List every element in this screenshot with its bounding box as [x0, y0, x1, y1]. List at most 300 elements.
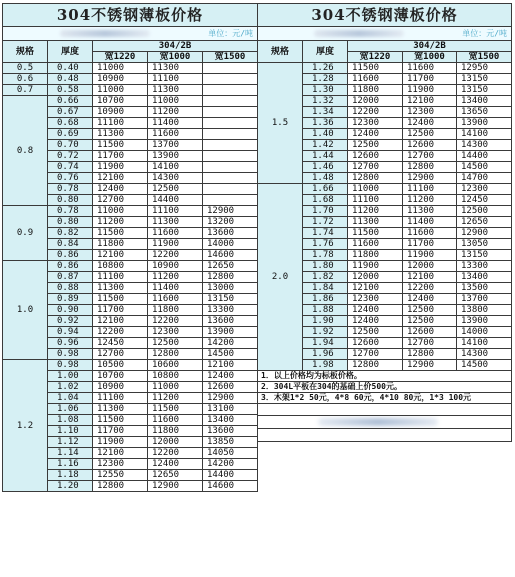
thickness-cell: 0.80 — [48, 195, 93, 206]
note-text: 1．以上价格均为标板价格。 — [258, 371, 512, 382]
price-cell: 14400 — [457, 151, 512, 162]
grade-header: 304/2B — [93, 41, 258, 52]
price-cell: 12700 — [348, 349, 403, 360]
price-cell: 12600 — [403, 327, 457, 338]
spec-cell: 0.7 — [3, 85, 48, 96]
thickness-cell: 1.14 — [48, 448, 93, 459]
price-cell: 12600 — [203, 382, 258, 393]
thickness-cell: 1.74 — [303, 228, 348, 239]
price-cell: 11900 — [93, 162, 148, 173]
thickness-cell: 1.44 — [303, 151, 348, 162]
thickness-cell: 1.08 — [48, 415, 93, 426]
price-cell: 11300 — [148, 63, 203, 74]
thickness-cell: 0.80 — [48, 217, 93, 228]
price-cell: 13150 — [457, 250, 512, 261]
price-cell: 12500 — [403, 129, 457, 140]
thickness-cell: 0.94 — [48, 327, 93, 338]
price-cell — [203, 74, 258, 85]
thickness-cell: 0.98 — [48, 349, 93, 360]
price-cell: 12800 — [403, 162, 457, 173]
thickness-cell: 0.87 — [48, 272, 93, 283]
table-row — [3, 63, 258, 74]
price-cell: 13850 — [203, 437, 258, 448]
price-cell: 13400 — [457, 96, 512, 107]
width-header-1500: 宽1500 — [457, 52, 512, 63]
price-cell: 12400 — [93, 184, 148, 195]
redacted-blur — [314, 30, 404, 37]
table-title: 304不锈钢薄板价格 — [3, 4, 258, 27]
thickness-cell: 0.98 — [48, 360, 93, 371]
width-header-1000: 宽1000 — [148, 52, 203, 63]
price-cell: 11700 — [93, 426, 148, 437]
thickness-cell: 1.66 — [303, 184, 348, 195]
price-cell: 11100 — [93, 272, 148, 283]
price-cell: 12700 — [403, 151, 457, 162]
price-cell: 11600 — [148, 294, 203, 305]
price-cell: 11500 — [93, 140, 148, 151]
price-cell: 12500 — [457, 206, 512, 217]
price-cell: 11600 — [148, 415, 203, 426]
redacted-row — [258, 429, 512, 442]
price-cell: 13200 — [203, 217, 258, 228]
table-row — [258, 184, 512, 195]
thickness-cell: 1.86 — [303, 294, 348, 305]
price-cell: 14300 — [148, 173, 203, 184]
price-cell: 12200 — [148, 448, 203, 459]
price-cell — [203, 107, 258, 118]
price-cell — [203, 140, 258, 151]
thickness-cell: 1.70 — [303, 206, 348, 217]
thickness-cell: 1.02 — [48, 382, 93, 393]
thickness-cell: 1.04 — [48, 393, 93, 404]
price-cell: 11100 — [148, 74, 203, 85]
price-cell: 12700 — [93, 349, 148, 360]
thickness-cell: 1.42 — [303, 140, 348, 151]
table-row — [3, 360, 258, 371]
price-cell: 13900 — [203, 327, 258, 338]
thickness-cell: 0.74 — [48, 162, 93, 173]
price-cell: 12500 — [348, 140, 403, 151]
price-cell: 11600 — [403, 228, 457, 239]
price-cell: 11300 — [348, 217, 403, 228]
redacted-row — [258, 404, 512, 416]
price-cell: 13900 — [457, 316, 512, 327]
price-cell: 11800 — [348, 85, 403, 96]
price-cell: 13500 — [457, 283, 512, 294]
price-cell: 14050 — [203, 448, 258, 459]
price-cell: 12100 — [203, 360, 258, 371]
price-cell — [203, 151, 258, 162]
price-cell: 11900 — [348, 261, 403, 272]
price-cell: 13800 — [457, 305, 512, 316]
price-cell: 11300 — [403, 206, 457, 217]
thickness-cell: 1.26 — [303, 63, 348, 74]
thickness-cell: 0.84 — [48, 239, 93, 250]
thickness-cell: 0.82 — [48, 228, 93, 239]
price-cell: 13150 — [457, 85, 512, 96]
price-cell: 11800 — [348, 250, 403, 261]
price-cell: 12100 — [348, 283, 403, 294]
table-row — [3, 74, 258, 85]
price-cell: 10600 — [148, 360, 203, 371]
price-cell: 11100 — [93, 393, 148, 404]
price-cell: 11700 — [403, 239, 457, 250]
price-cell: 13400 — [457, 272, 512, 283]
thickness-cell: 1.96 — [303, 349, 348, 360]
price-cell: 11600 — [348, 74, 403, 85]
price-cell: 12450 — [457, 195, 512, 206]
price-cell: 12800 — [93, 481, 148, 492]
price-cell: 12650 — [457, 217, 512, 228]
price-cell: 14100 — [148, 162, 203, 173]
price-cell: 14600 — [203, 250, 258, 261]
note-row — [258, 393, 512, 404]
price-cell: 12500 — [403, 316, 457, 327]
price-cell: 12950 — [457, 63, 512, 74]
price-cell: 12900 — [203, 206, 258, 217]
width-header-1220: 宽1220 — [348, 52, 403, 63]
thickness-cell: 1.12 — [48, 437, 93, 448]
redacted-blur — [60, 30, 150, 37]
price-cell: 11800 — [93, 239, 148, 250]
price-cell: 10500 — [93, 360, 148, 371]
price-cell: 13100 — [203, 404, 258, 415]
price-cell: 12600 — [403, 140, 457, 151]
price-cell — [203, 195, 258, 206]
price-cell: 12000 — [403, 261, 457, 272]
redacted-cell — [258, 416, 512, 429]
table-row — [3, 96, 258, 107]
redacted-blur — [318, 418, 438, 426]
price-cell: 13600 — [203, 316, 258, 327]
price-cell: 12500 — [403, 305, 457, 316]
price-cell: 12700 — [93, 195, 148, 206]
price-cell: 12100 — [93, 250, 148, 261]
price-cell: 12800 — [203, 272, 258, 283]
price-cell: 12650 — [148, 470, 203, 481]
price-cell: 13400 — [203, 415, 258, 426]
thickness-cell: 0.96 — [48, 338, 93, 349]
price-cell: 11400 — [403, 217, 457, 228]
price-cell: 12700 — [348, 162, 403, 173]
price-cell: 11100 — [403, 184, 457, 195]
price-cell: 11700 — [403, 74, 457, 85]
price-cell: 12200 — [348, 107, 403, 118]
price-cell: 12400 — [348, 316, 403, 327]
width-header-1220: 宽1220 — [93, 52, 148, 63]
price-cell: 13700 — [148, 140, 203, 151]
price-cell: 14700 — [457, 173, 512, 184]
thickness-cell: 0.88 — [48, 283, 93, 294]
thickness-cell: 1.18 — [48, 470, 93, 481]
price-cell: 13000 — [203, 283, 258, 294]
price-cell: 11100 — [93, 118, 148, 129]
price-sheet — [2, 3, 511, 575]
thickness-cell: 0.40 — [48, 63, 93, 74]
price-cell: 13650 — [457, 107, 512, 118]
price-cell: 12100 — [93, 173, 148, 184]
price-cell: 14200 — [203, 338, 258, 349]
price-cell: 14100 — [457, 338, 512, 349]
price-cell: 12650 — [203, 261, 258, 272]
right-table — [257, 3, 512, 442]
price-cell: 14400 — [148, 195, 203, 206]
redacted-row — [258, 416, 512, 429]
width-header-1000: 宽1000 — [403, 52, 457, 63]
thickness-cell: 0.58 — [48, 85, 93, 96]
thickness-cell: 1.30 — [303, 85, 348, 96]
price-cell: 12400 — [403, 294, 457, 305]
price-cell — [203, 63, 258, 74]
spec-cell: 0.5 — [3, 63, 48, 74]
thickness-cell: 0.86 — [48, 250, 93, 261]
price-cell: 12200 — [403, 283, 457, 294]
price-cell: 11100 — [348, 195, 403, 206]
price-cell: 11900 — [403, 85, 457, 96]
price-cell: 12400 — [348, 129, 403, 140]
thickness-cell: 1.20 — [48, 481, 93, 492]
table-row — [3, 85, 258, 96]
price-cell: 11600 — [348, 239, 403, 250]
price-cell: 11900 — [93, 437, 148, 448]
thickness-cell: 1.78 — [303, 250, 348, 261]
thickness-cell: 1.90 — [303, 316, 348, 327]
price-cell: 11400 — [148, 118, 203, 129]
price-cell: 12100 — [93, 448, 148, 459]
price-cell: 13050 — [457, 239, 512, 250]
price-cell: 12900 — [403, 360, 457, 371]
spec-cell: 0.6 — [3, 74, 48, 85]
thickness-cell: 1.32 — [303, 96, 348, 107]
price-cell: 12300 — [93, 459, 148, 470]
price-cell: 11000 — [93, 206, 148, 217]
price-cell: 12400 — [348, 305, 403, 316]
price-cell: 12800 — [348, 173, 403, 184]
thickness-cell: 1.28 — [303, 74, 348, 85]
price-cell: 13150 — [457, 74, 512, 85]
note-text: 2．304L平板在304的基础上价500元。 — [258, 382, 512, 393]
price-cell: 12000 — [348, 272, 403, 283]
price-cell — [203, 129, 258, 140]
price-cell: 11200 — [148, 393, 203, 404]
price-cell: 11800 — [148, 426, 203, 437]
thickness-cell: 0.92 — [48, 316, 93, 327]
price-cell: 10700 — [93, 371, 148, 382]
price-cell: 13600 — [203, 228, 258, 239]
price-cell: 12200 — [148, 250, 203, 261]
price-cell — [203, 85, 258, 96]
thickness-cell: 0.67 — [48, 107, 93, 118]
thickness-cell: 0.89 — [48, 294, 93, 305]
price-cell: 13300 — [203, 305, 258, 316]
price-cell: 12800 — [403, 349, 457, 360]
price-cell: 12300 — [457, 184, 512, 195]
price-cell: 11800 — [148, 305, 203, 316]
price-cell: 11600 — [148, 228, 203, 239]
spec-cell: 1.2 — [3, 360, 48, 492]
price-cell: 12450 — [93, 338, 148, 349]
price-cell: 11000 — [348, 184, 403, 195]
price-cell: 12200 — [93, 327, 148, 338]
price-cell: 12000 — [348, 96, 403, 107]
price-cell: 14500 — [203, 349, 258, 360]
price-cell: 10900 — [93, 107, 148, 118]
thickness-cell: 1.46 — [303, 162, 348, 173]
price-cell: 13700 — [457, 294, 512, 305]
price-cell: 13900 — [457, 118, 512, 129]
price-cell: 11500 — [348, 63, 403, 74]
spec-header: 规格 — [258, 41, 303, 63]
width-header-1500: 宽1500 — [203, 52, 258, 63]
price-cell: 13150 — [203, 294, 258, 305]
price-cell: 14500 — [457, 162, 512, 173]
grade-header: 304/2B — [348, 41, 512, 52]
price-cell: 12300 — [403, 107, 457, 118]
thickness-cell: 0.76 — [48, 173, 93, 184]
thickness-cell: 0.68 — [48, 118, 93, 129]
price-cell: 12600 — [348, 151, 403, 162]
price-cell: 12500 — [348, 327, 403, 338]
note-text: 3．木架1*2 50元，4*8 60元，4*10 80元，1*3 100元 — [258, 393, 512, 404]
price-cell: 11200 — [148, 107, 203, 118]
price-cell: 12200 — [148, 316, 203, 327]
thickness-cell: 1.10 — [48, 426, 93, 437]
price-cell: 11000 — [148, 96, 203, 107]
thickness-cell: 0.90 — [48, 305, 93, 316]
thickness-header: 厚度 — [48, 41, 93, 63]
thickness-cell: 0.86 — [48, 261, 93, 272]
spec-cell: 0.8 — [3, 96, 48, 206]
price-cell: 11500 — [93, 415, 148, 426]
price-cell: 12800 — [348, 360, 403, 371]
thickness-cell: 1.80 — [303, 261, 348, 272]
price-cell: 12400 — [148, 459, 203, 470]
thickness-cell: 1.98 — [303, 360, 348, 371]
unit-label: 单位：元/吨 — [3, 27, 258, 41]
spec-cell: 2.0 — [258, 184, 303, 371]
thickness-cell: 0.72 — [48, 151, 93, 162]
spec-header: 规格 — [3, 41, 48, 63]
thickness-cell: 0.70 — [48, 140, 93, 151]
price-cell: 12300 — [148, 327, 203, 338]
price-cell: 10900 — [93, 382, 148, 393]
price-cell: 11500 — [348, 228, 403, 239]
price-cell: 12300 — [348, 294, 403, 305]
thickness-cell: 1.68 — [303, 195, 348, 206]
price-cell: 14100 — [457, 129, 512, 140]
spec-cell: 1.0 — [3, 261, 48, 360]
price-cell: 14300 — [457, 349, 512, 360]
price-cell: 11900 — [403, 250, 457, 261]
price-cell: 11300 — [93, 129, 148, 140]
price-cell: 10800 — [93, 261, 148, 272]
price-cell: 12700 — [403, 338, 457, 349]
thickness-cell: 1.72 — [303, 217, 348, 228]
price-cell: 14500 — [457, 360, 512, 371]
price-cell: 12900 — [148, 481, 203, 492]
price-cell: 12100 — [403, 272, 457, 283]
thickness-cell: 1.92 — [303, 327, 348, 338]
price-cell: 12100 — [93, 316, 148, 327]
price-cell: 10900 — [148, 261, 203, 272]
price-cell: 12900 — [203, 393, 258, 404]
thickness-cell: 1.00 — [48, 371, 93, 382]
thickness-cell: 1.84 — [303, 283, 348, 294]
price-cell: 12800 — [148, 349, 203, 360]
price-cell: 12400 — [203, 371, 258, 382]
price-cell — [203, 173, 258, 184]
redacted-cell — [258, 429, 512, 442]
price-cell: 12300 — [348, 118, 403, 129]
thickness-cell: 1.16 — [48, 459, 93, 470]
price-cell: 12500 — [148, 338, 203, 349]
price-cell: 11300 — [93, 404, 148, 415]
thickness-cell: 1.82 — [303, 272, 348, 283]
price-cell — [203, 184, 258, 195]
price-cell: 12550 — [93, 470, 148, 481]
price-cell: 12600 — [348, 338, 403, 349]
thickness-cell: 1.88 — [303, 305, 348, 316]
price-cell: 11400 — [148, 283, 203, 294]
thickness-cell: 1.06 — [48, 404, 93, 415]
price-cell — [203, 162, 258, 173]
unit-label: 单位：元/吨 — [258, 27, 512, 41]
price-cell: 10800 — [148, 371, 203, 382]
price-cell — [203, 118, 258, 129]
price-cell: 10700 — [93, 96, 148, 107]
price-cell: 11000 — [93, 63, 148, 74]
right-price-table — [257, 3, 511, 575]
thickness-cell: 1.94 — [303, 338, 348, 349]
table-row — [3, 261, 258, 272]
price-cell: 11500 — [148, 404, 203, 415]
thickness-cell: 0.66 — [48, 96, 93, 107]
price-cell: 11700 — [93, 305, 148, 316]
thickness-cell: 1.36 — [303, 118, 348, 129]
price-cell: 11300 — [148, 85, 203, 96]
spec-cell: 1.5 — [258, 63, 303, 184]
price-cell: 12900 — [457, 228, 512, 239]
thickness-cell: 1.76 — [303, 239, 348, 250]
price-cell: 12400 — [403, 118, 457, 129]
note-row — [258, 382, 512, 393]
price-cell: 12500 — [148, 184, 203, 195]
table-row — [258, 63, 512, 74]
thickness-cell: 0.69 — [48, 129, 93, 140]
table-title: 304不锈钢薄板价格 — [258, 4, 512, 27]
price-cell: 11000 — [148, 382, 203, 393]
price-cell: 11000 — [93, 85, 148, 96]
thickness-cell: 0.48 — [48, 74, 93, 85]
price-cell: 14000 — [457, 327, 512, 338]
spec-cell: 0.9 — [3, 206, 48, 261]
price-cell: 10900 — [93, 74, 148, 85]
price-cell: 12000 — [148, 437, 203, 448]
price-cell: 11600 — [403, 63, 457, 74]
price-cell: 13300 — [457, 261, 512, 272]
price-cell: 11600 — [148, 129, 203, 140]
price-cell: 11700 — [93, 151, 148, 162]
price-cell: 12900 — [403, 173, 457, 184]
table-row — [3, 206, 258, 217]
price-cell — [203, 96, 258, 107]
thickness-header: 厚度 — [303, 41, 348, 63]
price-cell: 14000 — [203, 239, 258, 250]
left-table — [2, 3, 258, 492]
price-cell: 14400 — [203, 470, 258, 481]
price-cell: 13900 — [148, 151, 203, 162]
thickness-cell: 1.48 — [303, 173, 348, 184]
